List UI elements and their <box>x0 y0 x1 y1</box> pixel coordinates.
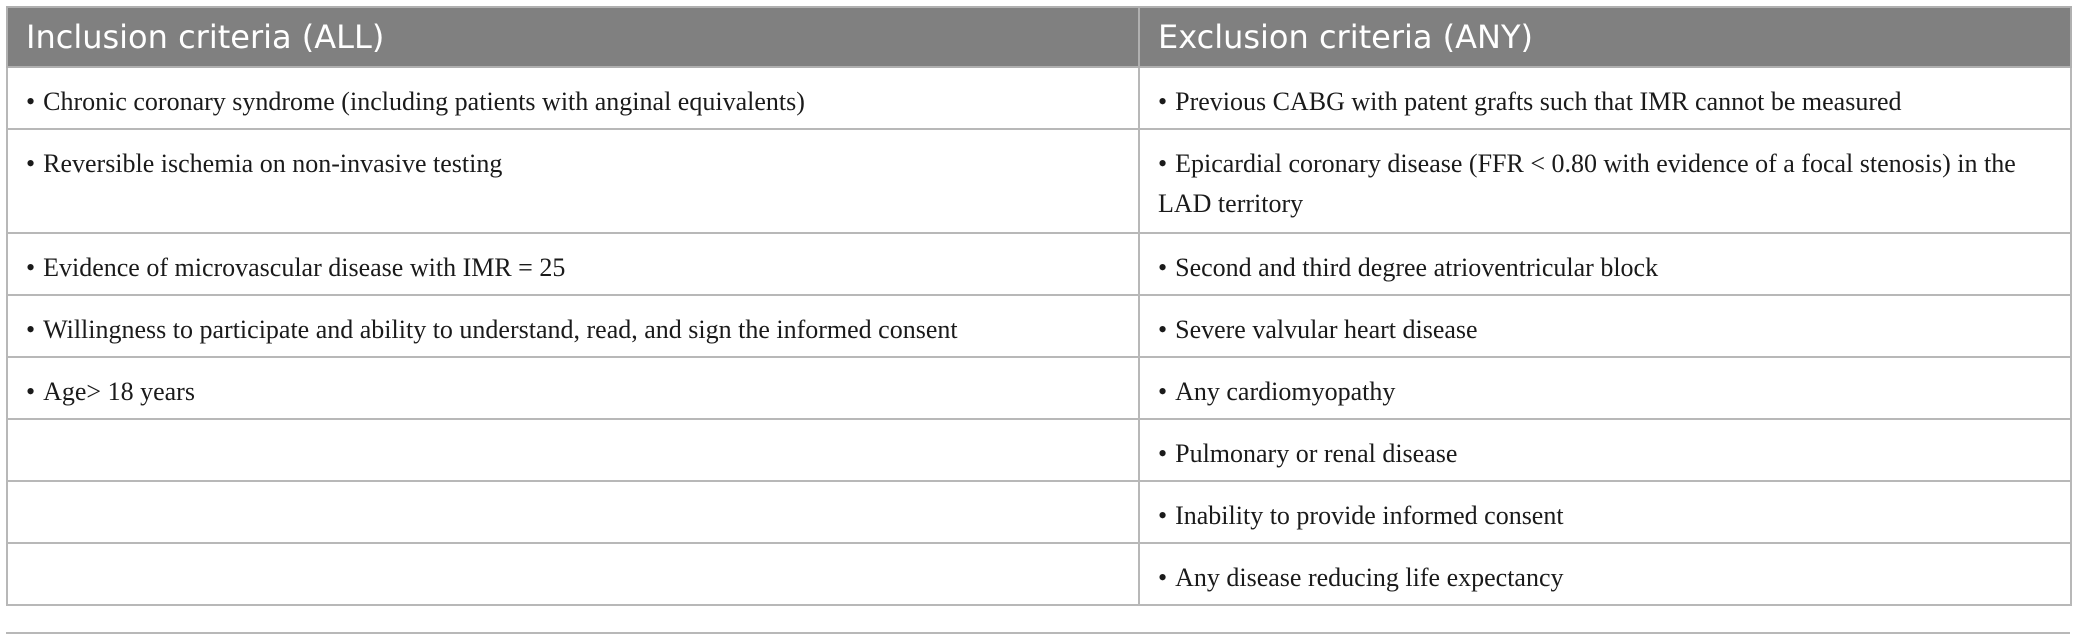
criteria-table-wrapper <box>6 6 2070 606</box>
bullet-icon: • <box>1158 563 1168 592</box>
table-row <box>7 357 2071 419</box>
table-row <box>7 129 2071 233</box>
inclusion-cell <box>7 67 1139 129</box>
table-row <box>7 295 2071 357</box>
exclusion-cell <box>1139 129 2071 233</box>
bullet-icon: • <box>1158 501 1168 530</box>
inclusion-column-header: Inclusion criteria (ALL) <box>7 7 1139 67</box>
bullet-icon: • <box>1158 439 1168 468</box>
table-row <box>7 233 2071 295</box>
exclusion-cell <box>1139 295 2071 357</box>
table-row <box>7 67 2071 129</box>
table-body <box>7 67 2071 605</box>
inclusion-cell <box>7 295 1139 357</box>
inclusion-text: Reversible ischemia on non-invasive testing <box>43 149 503 178</box>
inclusion-text: Chronic coronary syndrome (including patients with anginal equivalents) <box>43 87 805 116</box>
bullet-icon: • <box>1158 315 1168 344</box>
exclusion-text: Any disease reducing life expectancy <box>1175 563 1564 592</box>
exclusion-text: Any cardiomyopathy <box>1175 377 1396 406</box>
bullet-icon: • <box>26 253 36 282</box>
bullet-icon: • <box>1158 149 1168 178</box>
inclusion-text: Willingness to participate and ability to understand, read, and sign the informed consent <box>43 315 958 344</box>
inclusion-cell <box>7 357 1139 419</box>
table-row <box>7 481 2071 543</box>
table-row <box>7 543 2071 605</box>
bullet-icon: • <box>1158 87 1168 116</box>
exclusion-cell <box>1139 67 2071 129</box>
exclusion-text: Severe valvular heart disease <box>1175 315 1478 344</box>
exclusion-text: Pulmonary or renal disease <box>1175 439 1458 468</box>
criteria-table <box>6 6 2072 606</box>
inclusion-cell-empty <box>7 481 1139 543</box>
table-bottom-rule <box>6 632 2070 634</box>
exclusion-cell <box>1139 357 2071 419</box>
exclusion-text: Second and third degree atrioventricular block <box>1175 253 1659 282</box>
table-header <box>7 7 2071 67</box>
bullet-icon: • <box>1158 253 1168 282</box>
exclusion-cell <box>1139 543 2071 605</box>
inclusion-cell-empty <box>7 543 1139 605</box>
table-row <box>7 419 2071 481</box>
inclusion-cell-empty <box>7 419 1139 481</box>
bullet-icon: • <box>26 315 36 344</box>
bullet-icon: • <box>26 377 36 406</box>
exclusion-text: Inability to provide informed consent <box>1175 501 1564 530</box>
inclusion-cell <box>7 233 1139 295</box>
inclusion-text: Age> 18 years <box>43 377 195 406</box>
inclusion-text: Evidence of microvascular disease with IMR = 25 <box>43 253 566 282</box>
exclusion-cell <box>1139 419 2071 481</box>
header-row <box>7 7 2071 67</box>
bullet-icon: • <box>1158 377 1168 406</box>
exclusion-cell <box>1139 233 2071 295</box>
bullet-icon: • <box>26 149 36 178</box>
exclusion-text: Previous CABG with patent grafts such that IMR cannot be measured <box>1175 87 1902 116</box>
inclusion-cell <box>7 129 1139 233</box>
exclusion-column-header: Exclusion criteria (ANY) <box>1139 7 2071 67</box>
exclusion-text: Epicardial coronary disease (FFR < 0.80 with evidence of a focal stenosis) in the LAD territory <box>1158 149 2016 218</box>
exclusion-cell <box>1139 481 2071 543</box>
bullet-icon: • <box>26 87 36 116</box>
